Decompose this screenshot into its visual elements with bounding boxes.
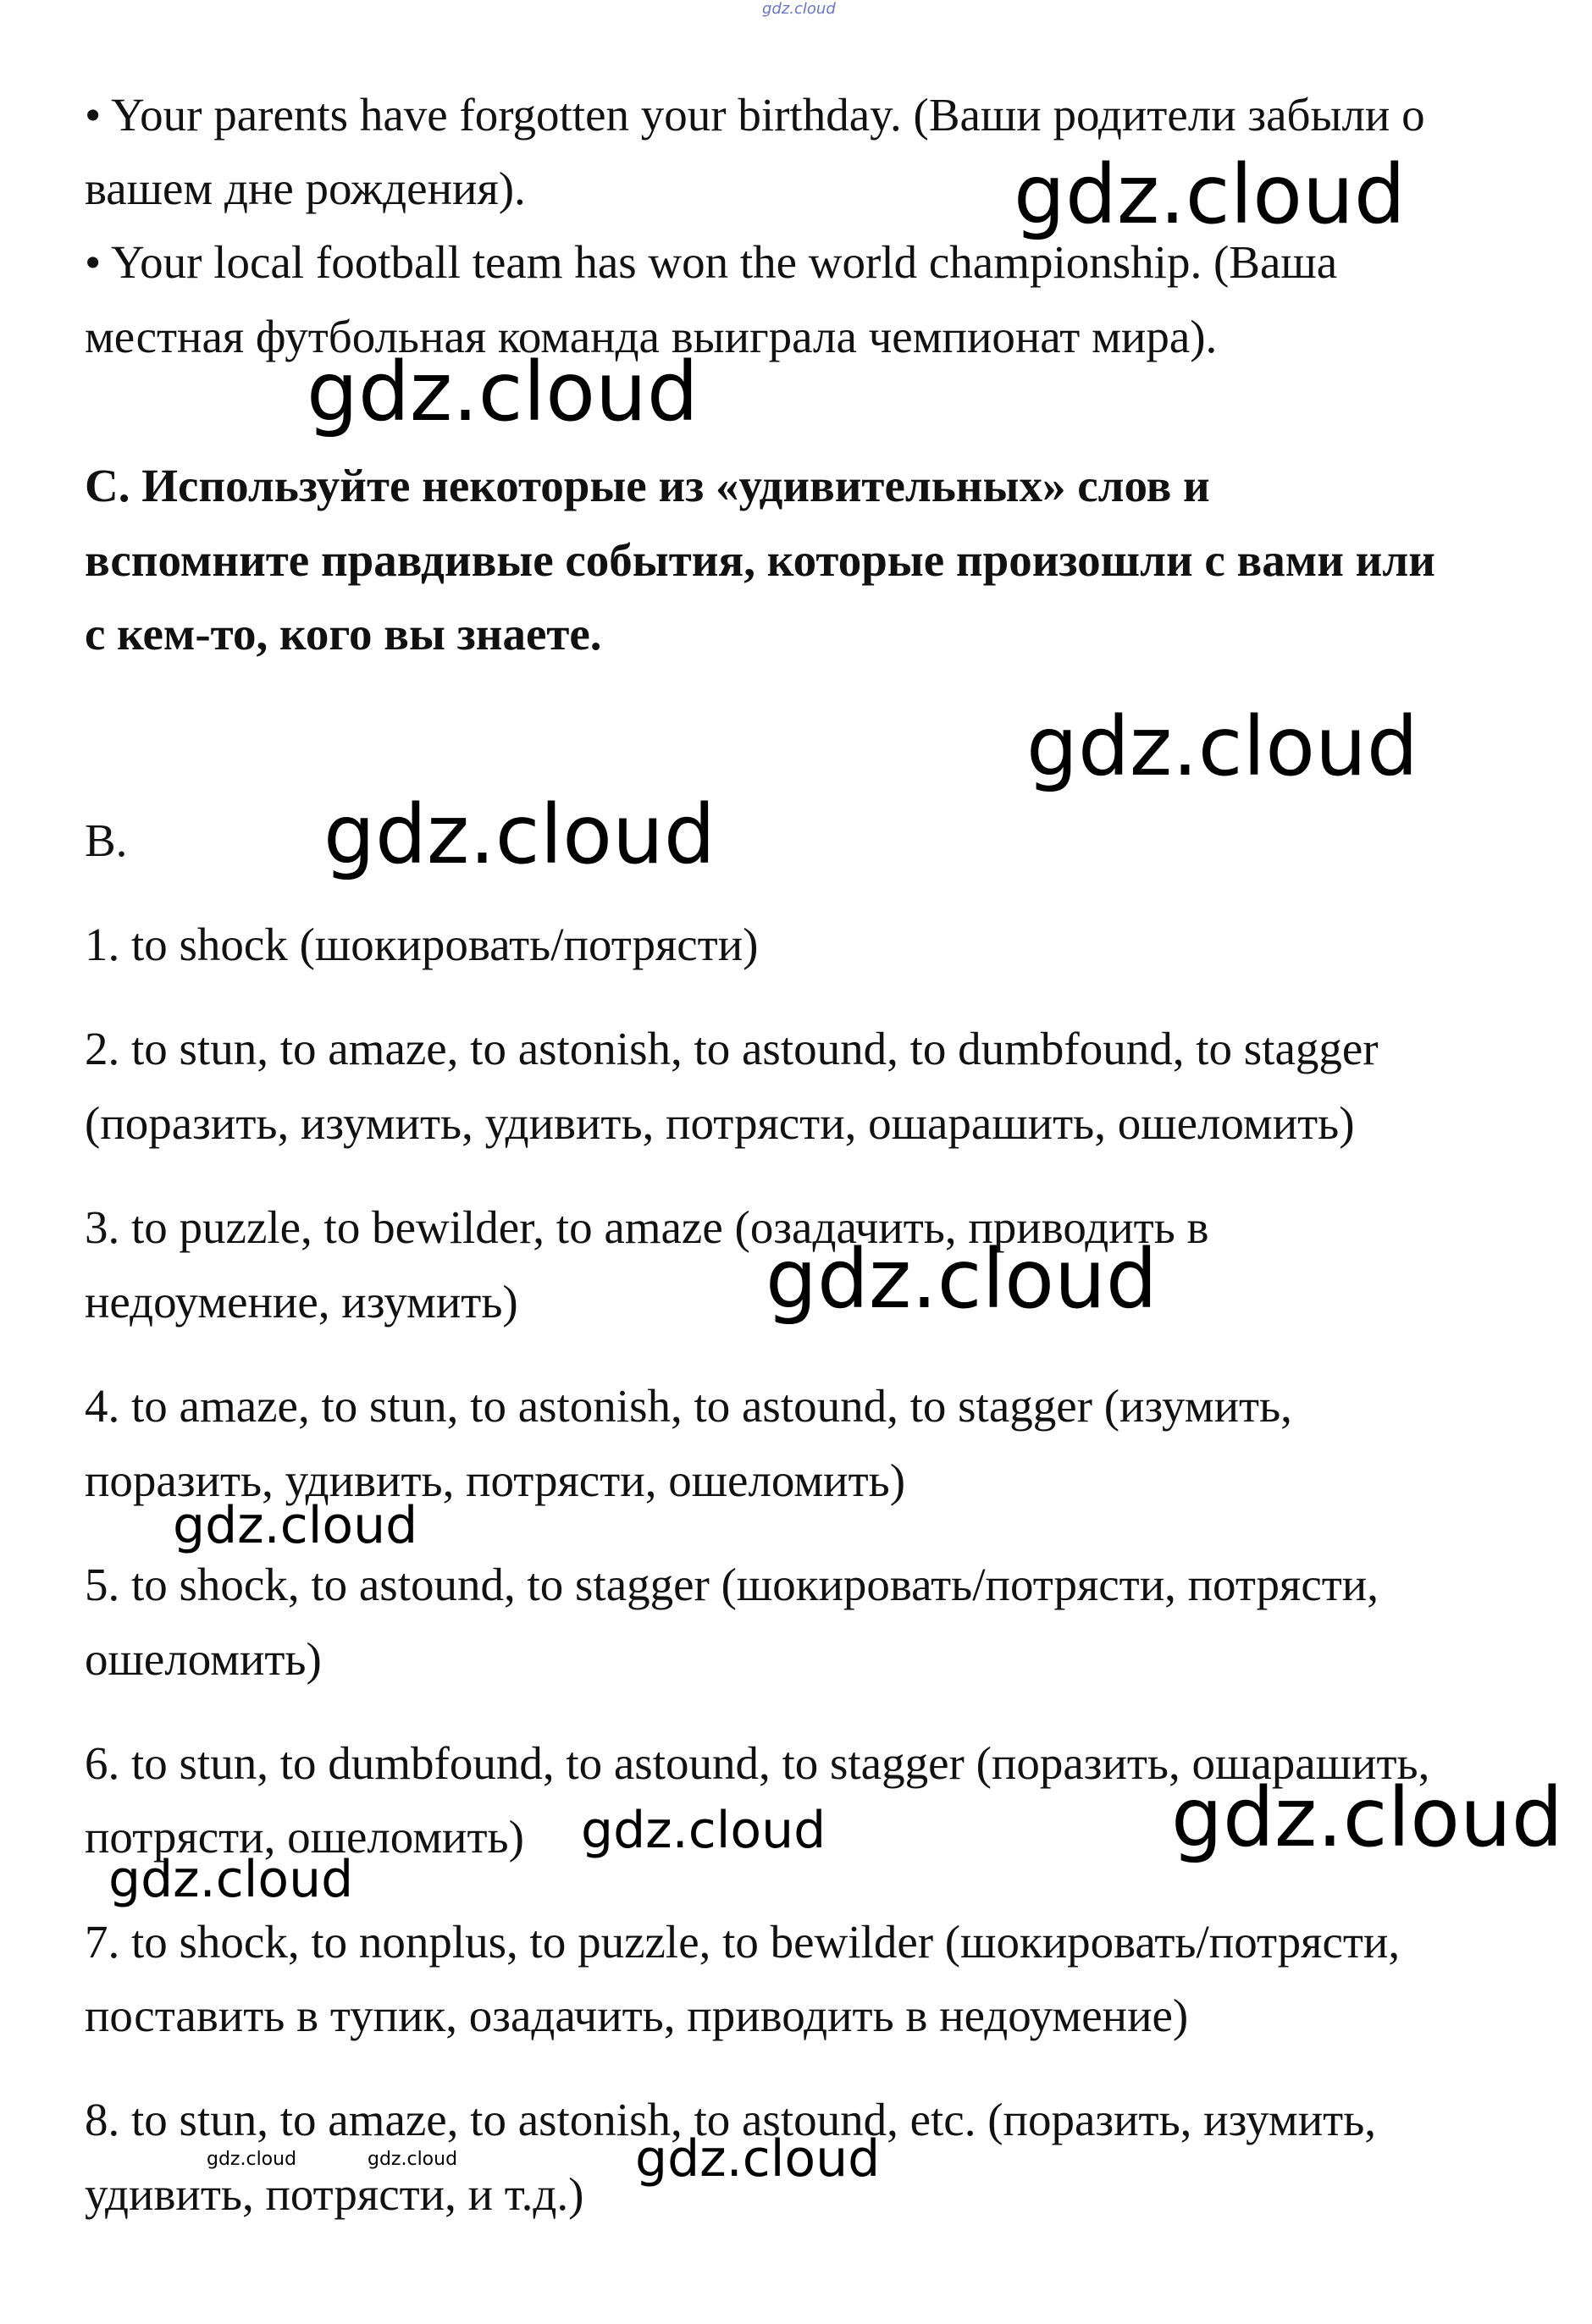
watermark: gdz.cloud bbox=[1026, 699, 1418, 794]
bullet-parents-line1: • Your parents have forgotten your birthday. (Ваши родители забыли о bbox=[85, 89, 1425, 141]
list-item-8-line1: 8. to stun, to amaze, to astonish, to astound, etc. (поразить, изумить, bbox=[85, 2094, 1377, 2145]
watermark: gdz.cloud bbox=[635, 2129, 881, 2189]
bullet-football-line1: • Your local football team has won the world championship. (Ваша bbox=[85, 236, 1338, 288]
list-item-8-line2: удивить, потрясти, и т.д.) bbox=[85, 2168, 584, 2220]
watermark: gdz.cloud bbox=[581, 1801, 826, 1860]
watermark: gdz.cloud bbox=[766, 1232, 1158, 1327]
watermark: gdz.cloud bbox=[173, 1496, 418, 1555]
watermark: gdz.cloud bbox=[307, 345, 699, 439]
list-item-5-line1: 5. to shock, to astound, to stagger (шокировать/потрясти, потрясти, bbox=[85, 1559, 1379, 1610]
watermark: gdz.cloud bbox=[108, 1850, 354, 1909]
watermark: gdz.cloud bbox=[323, 787, 716, 882]
watermark: gdz.cloud bbox=[368, 2149, 458, 2170]
list-item-7-line2: поставить в тупик, озадачить, приводить в недоумение) bbox=[85, 1990, 1189, 2041]
bullet-parents-line2: вашем дне рождения). bbox=[85, 163, 526, 214]
task-c-line1: С. Используйте некоторые из «удивительных» слов и bbox=[85, 460, 1210, 511]
top-watermark: gdz.cloud bbox=[762, 0, 836, 18]
list-item-6-line2: потрясти, ошеломить) bbox=[85, 1811, 524, 1863]
list-item-2-line2: (поразить, изумить, удивить, потрясти, ошарашить, ошеломить) bbox=[85, 1097, 1355, 1149]
bullet-football-line2: местная футбольная команда выиграла чемпионат мира). bbox=[85, 311, 1218, 362]
list-item-7-line1: 7. to shock, to nonplus, to puzzle, to bewilder (шокировать/потрясти, bbox=[85, 1916, 1401, 1968]
watermark: gdz.cloud bbox=[1171, 1770, 1563, 1865]
task-c-line2: вспомните правдивые события, которые произошли с вами или bbox=[85, 534, 1435, 586]
list-item-1-line1: 1. to shock (шокировать/потрясти) bbox=[85, 919, 759, 970]
section-b-heading: B. bbox=[85, 814, 128, 866]
list-item-2-line1: 2. to stun, to amaze, to astonish, to astound, to dumbfound, to stagger bbox=[85, 1023, 1379, 1074]
list-item-3-line2: недоумение, изумить) bbox=[85, 1276, 518, 1328]
list-item-4-line1: 4. to amaze, to stun, to astonish, to astound, to stagger (изумить, bbox=[85, 1380, 1292, 1432]
task-c-line3: с кем-то, кого вы знаете. bbox=[85, 608, 602, 660]
list-item-4-line2: поразить, удивить, потрясти, ошеломить) bbox=[85, 1455, 906, 1506]
watermark: gdz.cloud bbox=[207, 2149, 297, 2170]
watermark: gdz.cloud bbox=[1014, 147, 1406, 242]
list-item-3-line1: 3. to puzzle, to bewilder, to amaze (озадачить, приводить в bbox=[85, 1201, 1209, 1253]
list-item-5-line2: ошеломить) bbox=[85, 1633, 322, 1685]
list-item-6-line1: 6. to stun, to dumbfound, to astound, to stagger (поразить, ошарашить, bbox=[85, 1737, 1430, 1789]
